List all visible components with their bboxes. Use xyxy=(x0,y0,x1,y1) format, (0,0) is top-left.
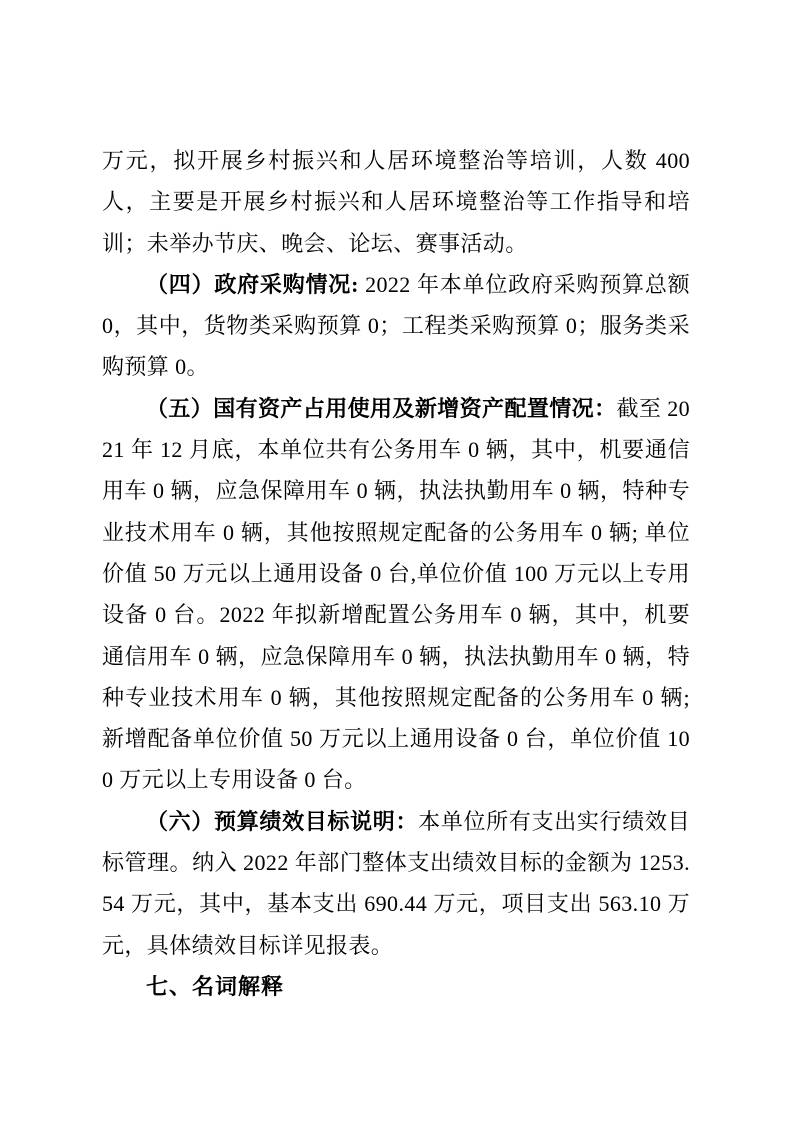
paragraph xyxy=(102,140,690,264)
paragraph-lead: 七、名词解释 xyxy=(146,973,285,999)
paragraph xyxy=(102,801,690,966)
paragraph-lead: （六）预算绩效目标说明： xyxy=(146,808,419,834)
document-body xyxy=(102,140,690,1007)
paragraph xyxy=(102,966,690,1007)
paragraph-lead: （五）国有资产占用使用及新增资产配置情况： xyxy=(146,395,617,421)
paragraph xyxy=(102,388,690,801)
paragraph-text: 2022 年本单位政府采购预算总额 0，其中，货物类采购预算 0；工程类采购预算 0；服务类采购预算 0。 xyxy=(102,271,691,380)
paragraph-text: 本单位所有支出实行绩效目标管理。纳入 2022 年部门整体支出绩效目标的金额为 1253.54 万元，其中，基本支出 690.44 万元，项目支出 563.10 万元，具体绩效目标详见报表。 xyxy=(102,808,690,958)
paragraph-lead: （四）政府采购情况: xyxy=(146,271,359,297)
paragraph-text: 万元，拟开展乡村振兴和人居环境整治等培训，人数 400 人，主要是开展乡村振兴和人居环境整治等工作指导和培训；未举办节庆、晚会、论坛、赛事活动。 xyxy=(102,148,690,256)
paragraph-text: 截至 2021 年 12 月底，本单位共有公务用车 0 辆，其中，机要通信用车 0 辆，应急保障用车 0 辆，执法执勤用车 0 辆，特种专业技术用车 0 辆，其他按照规定配备的公务用车 0 辆; 单位价值 50 万元以上通用设备 0 台,单位价值 100 万元以上专用设备 0 台。2022 年拟新增配置公务用车 0 辆，其中，机要通信用车 0 辆，应急保障用车 0 辆，执法执勤用车 0 辆，特种专业技术用车 0 辆，其他按照规定配备的公务用车 0 辆; 新增配备单位价值 50 万元以上通用设备 0 台，单位价值 100 万元以上专用设备 0 台。 xyxy=(102,395,690,793)
paragraph xyxy=(102,264,690,388)
